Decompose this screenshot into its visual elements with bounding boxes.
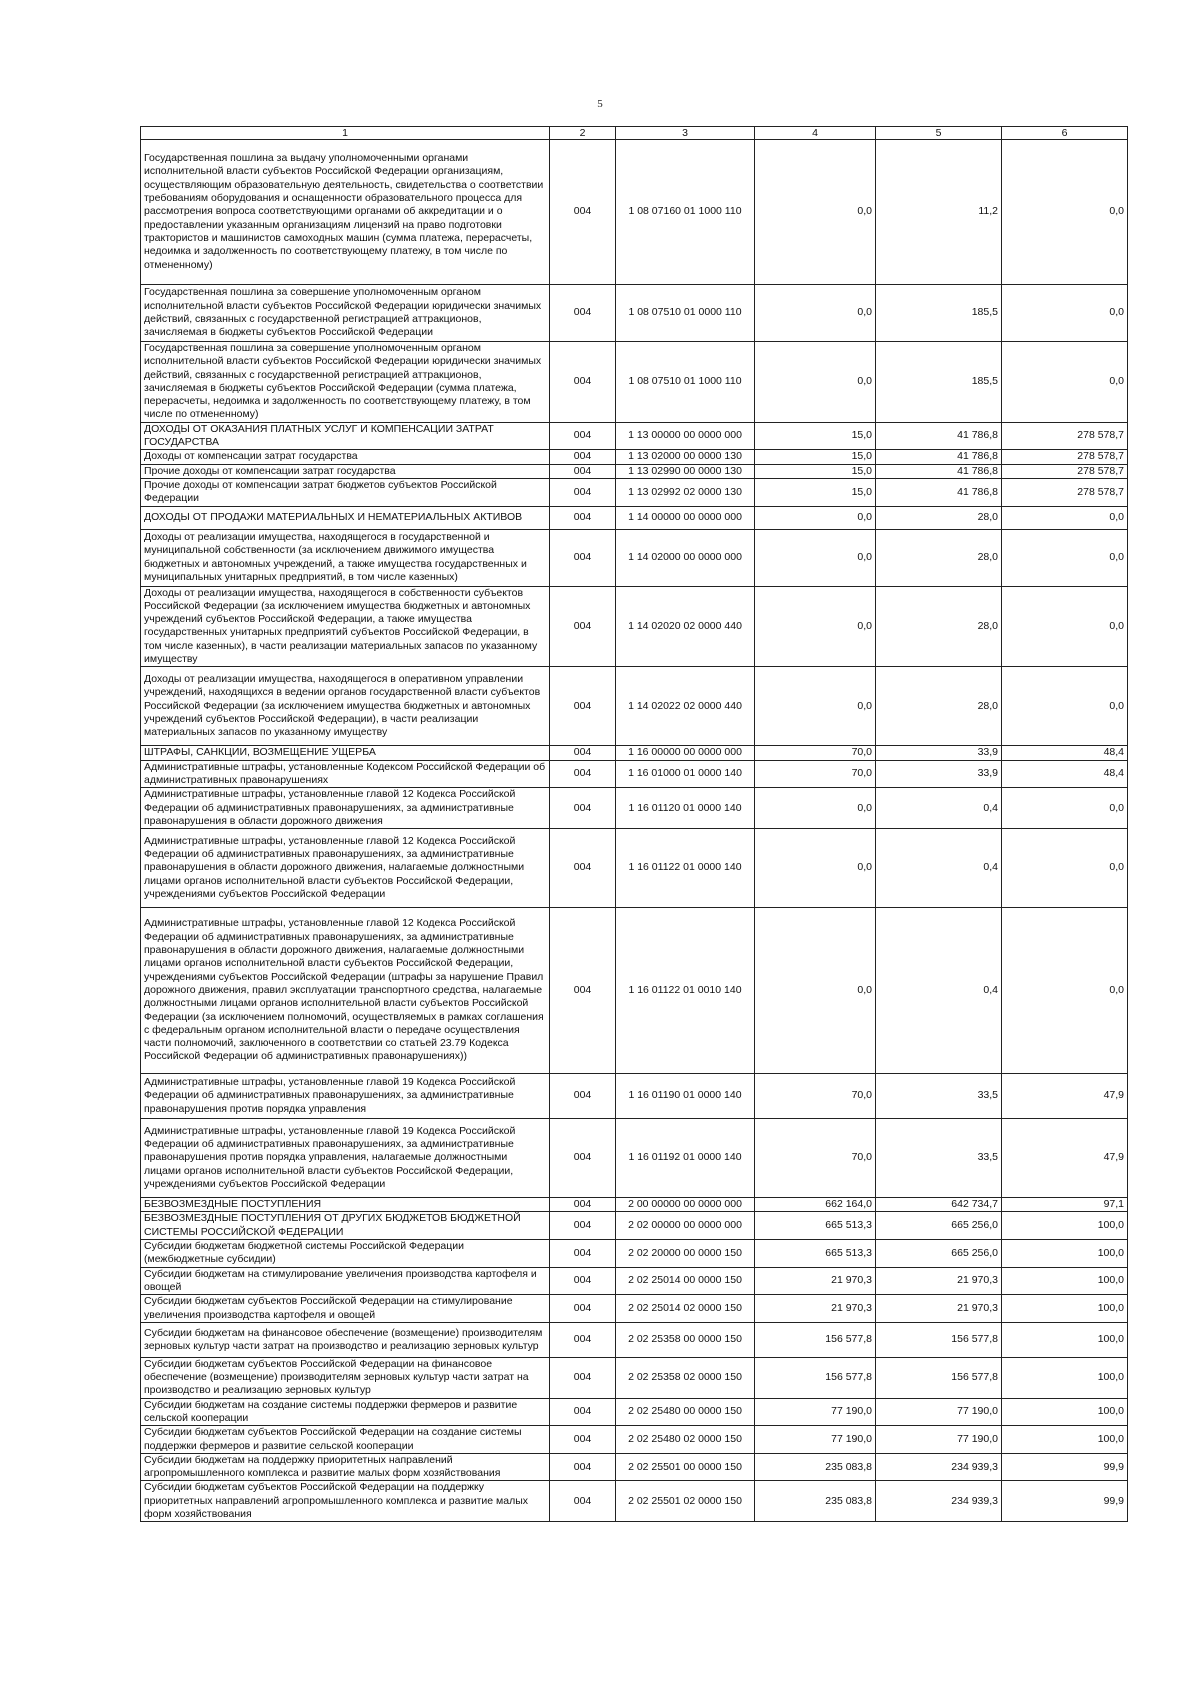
admin-code: 004 — [550, 342, 616, 423]
value-col-6: 100,0 — [1002, 1426, 1128, 1454]
admin-code: 004 — [550, 1198, 616, 1212]
budget-classification-code: 2 02 25480 00 0000 150 — [616, 1398, 755, 1426]
value-col-4: 0,0 — [755, 829, 876, 908]
value-col-5: 665 256,0 — [876, 1212, 1002, 1240]
budget-classification-code: 1 16 01000 01 0000 140 — [616, 760, 755, 788]
table-row — [141, 746, 1128, 760]
value-col-4: 21 970,3 — [755, 1267, 876, 1295]
table-row — [141, 1357, 1128, 1398]
row-description: ДОХОДЫ ОТ ПРОДАЖИ МАТЕРИАЛЬНЫХ И НЕМАТЕРИАЛЬНЫХ АКТИВОВ — [141, 506, 550, 529]
column-header: 6 — [1002, 127, 1128, 140]
budget-classification-code: 1 14 02000 00 0000 000 — [616, 529, 755, 586]
value-col-6: 100,0 — [1002, 1267, 1128, 1295]
row-description: БЕЗВОЗМЕЗДНЫЕ ПОСТУПЛЕНИЯ — [141, 1198, 550, 1212]
budget-classification-code: 1 14 02020 02 0000 440 — [616, 586, 755, 667]
value-col-4: 70,0 — [755, 746, 876, 760]
admin-code: 004 — [550, 1074, 616, 1119]
value-col-6: 278 578,7 — [1002, 478, 1128, 506]
row-description: Доходы от реализации имущества, находящегося в собственности субъектов Российской Федерации (за исключением имущества бюджетных и автономных учреждений субъектов Российской Федерации, а также имущества государственных унитарных предприятий субъектов Российской Федерации, в том числе казенных), в части реализации материальных запасов по указанному имуществу — [141, 586, 550, 667]
value-col-5: 0,4 — [876, 908, 1002, 1074]
column-header: 1 — [141, 127, 550, 140]
admin-code: 004 — [550, 1357, 616, 1398]
table-body — [141, 140, 1128, 1522]
value-col-5: 28,0 — [876, 529, 1002, 586]
value-col-4: 0,0 — [755, 586, 876, 667]
value-col-4: 15,0 — [755, 478, 876, 506]
budget-classification-code: 1 14 02022 02 0000 440 — [616, 667, 755, 746]
admin-code: 004 — [550, 1322, 616, 1357]
admin-code: 004 — [550, 829, 616, 908]
value-col-5: 33,5 — [876, 1119, 1002, 1198]
value-col-5: 33,9 — [876, 746, 1002, 760]
row-description: Административные штрафы, установленные главой 19 Кодекса Российской Федерации об административных правонарушениях, за административные правонарушения против порядка управления, налагаемые должностными лицами органов исполнительной власти субъектов Российской Федерации, учреждениями субъектов Российской Федерации — [141, 1119, 550, 1198]
value-col-6: 100,0 — [1002, 1295, 1128, 1323]
value-col-5: 41 786,8 — [876, 422, 1002, 450]
table-row — [141, 1074, 1128, 1119]
value-col-5: 642 734,7 — [876, 1198, 1002, 1212]
table-row — [141, 1481, 1128, 1522]
value-col-4: 156 577,8 — [755, 1357, 876, 1398]
table-row — [141, 1212, 1128, 1240]
value-col-6: 100,0 — [1002, 1398, 1128, 1426]
admin-code: 004 — [550, 1295, 616, 1323]
value-col-4: 0,0 — [755, 667, 876, 746]
budget-classification-code: 1 13 00000 00 0000 000 — [616, 422, 755, 450]
value-col-4: 0,0 — [755, 506, 876, 529]
admin-code: 004 — [550, 529, 616, 586]
value-col-6: 0,0 — [1002, 342, 1128, 423]
budget-classification-code: 1 16 00000 00 0000 000 — [616, 746, 755, 760]
admin-code: 004 — [550, 1398, 616, 1426]
row-description: Государственная пошлина за совершение уполномоченным органом исполнительной власти субъектов Российской Федерации юридически значимых действий, связанных с государственной регистрацией аттракционов, зачисляемая в бюджеты субъектов Российской Федерации (сумма платежа, перерасчеты, недоимка и задолженность по соответствующему платежу, в том числе по отмененному) — [141, 342, 550, 423]
table-row — [141, 829, 1128, 908]
value-col-4: 0,0 — [755, 529, 876, 586]
value-col-6: 48,4 — [1002, 760, 1128, 788]
table-row — [141, 506, 1128, 529]
admin-code: 004 — [550, 746, 616, 760]
value-col-5: 77 190,0 — [876, 1426, 1002, 1454]
row-description: Субсидии бюджетам субъектов Российской Федерации на финансовое обеспечение (возмещение) производителям зерновых культур части затрат на производство и реализацию зерновых культур — [141, 1357, 550, 1398]
row-description: Субсидии бюджетам на стимулирование увеличения производства картофеля и овощей — [141, 1267, 550, 1295]
value-col-5: 234 939,3 — [876, 1453, 1002, 1481]
value-col-4: 77 190,0 — [755, 1398, 876, 1426]
table-row — [141, 464, 1128, 478]
budget-classification-code: 2 02 25358 02 0000 150 — [616, 1357, 755, 1398]
value-col-4: 0,0 — [755, 140, 876, 285]
budget-classification-code: 2 02 25480 02 0000 150 — [616, 1426, 755, 1454]
row-description: БЕЗВОЗМЕЗДНЫЕ ПОСТУПЛЕНИЯ ОТ ДРУГИХ БЮДЖЕТОВ БЮДЖЕТНОЙ СИСТЕМЫ РОССИЙСКОЙ ФЕДЕРАЦИИ — [141, 1212, 550, 1240]
row-description: Субсидии бюджетам на поддержку приоритетных направлений агропромышленного комплекса и развитие малых форм хозяйствования — [141, 1453, 550, 1481]
value-col-4: 15,0 — [755, 422, 876, 450]
budget-classification-code: 2 02 20000 00 0000 150 — [616, 1240, 755, 1268]
value-col-4: 77 190,0 — [755, 1426, 876, 1454]
table-row — [141, 422, 1128, 450]
value-col-5: 156 577,8 — [876, 1357, 1002, 1398]
value-col-4: 0,0 — [755, 285, 876, 342]
value-col-4: 156 577,8 — [755, 1322, 876, 1357]
admin-code: 004 — [550, 908, 616, 1074]
table-header-row — [141, 127, 1128, 140]
column-header: 2 — [550, 127, 616, 140]
row-description: Субсидии бюджетам на создание системы поддержки фермеров и развитие сельской кооперации — [141, 1398, 550, 1426]
row-description: Административные штрафы, установленные главой 12 Кодекса Российской Федерации об административных правонарушениях, за административные правонарушения в области дорожного движения, налагаемые должностными лицами органов исполнительной власти субъектов Российской Федерации, учреждениями субъектов Российской Федерации (штрафы за нарушение Правил дорожного движения, правил эксплуатации транспортного средства, налагаемые должностными лицами органов исполнительной власти субъектов Российской Федерации (за исключением полномочий, осуществляемых в рамках соглашения с федеральным органом исполнительной власти о передаче осуществления части полномочий, заключенного в соответствии со статьей 23.79 Кодекса Российской Федерации об административных правонарушениях)) — [141, 908, 550, 1074]
budget-classification-code: 2 00 00000 00 0000 000 — [616, 1198, 755, 1212]
value-col-6: 0,0 — [1002, 586, 1128, 667]
value-col-6: 278 578,7 — [1002, 464, 1128, 478]
value-col-5: 33,5 — [876, 1074, 1002, 1119]
value-col-6: 278 578,7 — [1002, 450, 1128, 464]
row-description: Государственная пошлина за совершение уполномоченным органом исполнительной власти субъектов Российской Федерации юридически значимых действий, связанных с государственной регистрацией аттракционов, зачисляемая в бюджеты субъектов Российской Федерации — [141, 285, 550, 342]
admin-code: 004 — [550, 1240, 616, 1268]
value-col-5: 0,4 — [876, 788, 1002, 829]
row-description: Субсидии бюджетам субъектов Российской Федерации на создание системы поддержки фермеров и развитие сельской кооперации — [141, 1426, 550, 1454]
row-description: Административные штрафы, установленные главой 12 Кодекса Российской Федерации об административных правонарушениях, за административные правонарушения в области дорожного движения — [141, 788, 550, 829]
admin-code: 004 — [550, 1426, 616, 1454]
table-row — [141, 1426, 1128, 1454]
value-col-6: 0,0 — [1002, 667, 1128, 746]
value-col-6: 0,0 — [1002, 788, 1128, 829]
value-col-6: 0,0 — [1002, 529, 1128, 586]
admin-code: 004 — [550, 760, 616, 788]
value-col-4: 21 970,3 — [755, 1295, 876, 1323]
table-row — [141, 529, 1128, 586]
admin-code: 004 — [550, 285, 616, 342]
table-row — [141, 1453, 1128, 1481]
admin-code: 004 — [550, 1453, 616, 1481]
value-col-4: 0,0 — [755, 908, 876, 1074]
budget-classification-code: 1 16 01190 01 0000 140 — [616, 1074, 755, 1119]
value-col-6: 0,0 — [1002, 140, 1128, 285]
admin-code: 004 — [550, 422, 616, 450]
value-col-6: 278 578,7 — [1002, 422, 1128, 450]
row-description: ШТРАФЫ, САНКЦИИ, ВОЗМЕЩЕНИЕ УЩЕРБА — [141, 746, 550, 760]
value-col-4: 662 164,0 — [755, 1198, 876, 1212]
value-col-5: 28,0 — [876, 586, 1002, 667]
row-description: Доходы от реализации имущества, находящегося в оперативном управлении учреждений, находящихся в ведении органов государственной власти субъектов Российской Федерации (за исключением имущества бюджетных и автономных учреждений субъектов Российской Федерации), в части реализации материальных запасов по указанному имуществу — [141, 667, 550, 746]
table-row — [141, 1295, 1128, 1323]
admin-code: 004 — [550, 1119, 616, 1198]
row-description: Субсидии бюджетам бюджетной системы Российской Федерации (межбюджетные субсидии) — [141, 1240, 550, 1268]
admin-code: 004 — [550, 464, 616, 478]
table-row — [141, 285, 1128, 342]
value-col-4: 70,0 — [755, 1074, 876, 1119]
table-row — [141, 1119, 1128, 1198]
value-col-5: 33,9 — [876, 760, 1002, 788]
admin-code: 004 — [550, 140, 616, 285]
value-col-5: 185,5 — [876, 285, 1002, 342]
budget-classification-code: 2 02 25501 02 0000 150 — [616, 1481, 755, 1522]
budget-classification-code: 1 08 07510 01 1000 110 — [616, 342, 755, 423]
row-description: Административные штрафы, установленные главой 12 Кодекса Российской Федерации об административных правонарушениях, за административные правонарушения в области дорожного движения, налагаемые должностными лицами органов исполнительной власти субъектов Российской Федерации, учреждениями субъектов Российской Федерации — [141, 829, 550, 908]
value-col-5: 185,5 — [876, 342, 1002, 423]
value-col-5: 41 786,8 — [876, 464, 1002, 478]
row-description: Доходы от компенсации затрат государства — [141, 450, 550, 464]
value-col-5: 41 786,8 — [876, 478, 1002, 506]
admin-code: 004 — [550, 506, 616, 529]
budget-classification-code: 1 16 01122 01 0010 140 — [616, 908, 755, 1074]
value-col-4: 70,0 — [755, 760, 876, 788]
table-row — [141, 450, 1128, 464]
value-col-6: 100,0 — [1002, 1240, 1128, 1268]
budget-classification-code: 1 08 07160 01 1000 110 — [616, 140, 755, 285]
table-row — [141, 788, 1128, 829]
budget-classification-code: 1 16 01192 01 0000 140 — [616, 1119, 755, 1198]
value-col-4: 235 083,8 — [755, 1453, 876, 1481]
value-col-6: 0,0 — [1002, 829, 1128, 908]
value-col-4: 665 513,3 — [755, 1212, 876, 1240]
admin-code: 004 — [550, 586, 616, 667]
value-col-5: 21 970,3 — [876, 1267, 1002, 1295]
value-col-5: 28,0 — [876, 506, 1002, 529]
value-col-6: 47,9 — [1002, 1119, 1128, 1198]
value-col-6: 100,0 — [1002, 1357, 1128, 1398]
row-description: Административные штрафы, установленные главой 19 Кодекса Российской Федерации об административных правонарушениях, за административные правонарушения против порядка управления — [141, 1074, 550, 1119]
value-col-5: 11,2 — [876, 140, 1002, 285]
value-col-4: 235 083,8 — [755, 1481, 876, 1522]
value-col-5: 41 786,8 — [876, 450, 1002, 464]
admin-code: 004 — [550, 450, 616, 464]
budget-classification-code: 1 13 02000 00 0000 130 — [616, 450, 755, 464]
value-col-4: 15,0 — [755, 464, 876, 478]
value-col-4: 0,0 — [755, 788, 876, 829]
budget-classification-code: 1 14 00000 00 0000 000 — [616, 506, 755, 529]
budget-classification-code: 1 13 02990 00 0000 130 — [616, 464, 755, 478]
value-col-6: 0,0 — [1002, 908, 1128, 1074]
budget-classification-code: 1 08 07510 01 0000 110 — [616, 285, 755, 342]
table-row — [141, 667, 1128, 746]
column-header: 5 — [876, 127, 1002, 140]
table-row — [141, 140, 1128, 285]
row-description: Доходы от реализации имущества, находящегося в государственной и муниципальной собственности (за исключением движимого имущества бюджетных и автономных учреждений, а также имущества государственных и муниципальных унитарных предприятий, в том числе казенных) — [141, 529, 550, 586]
admin-code: 004 — [550, 788, 616, 829]
admin-code: 004 — [550, 478, 616, 506]
budget-classification-code: 2 02 25358 00 0000 150 — [616, 1322, 755, 1357]
value-col-6: 0,0 — [1002, 285, 1128, 342]
admin-code: 004 — [550, 1481, 616, 1522]
row-description: Прочие доходы от компенсации затрат бюджетов субъектов Российской Федерации — [141, 478, 550, 506]
value-col-4: 15,0 — [755, 450, 876, 464]
row-description: Субсидии бюджетам на финансовое обеспечение (возмещение) производителям зерновых культур части затрат на производство и реализацию зерновых культур — [141, 1322, 550, 1357]
value-col-5: 0,4 — [876, 829, 1002, 908]
column-header: 4 — [755, 127, 876, 140]
admin-code: 004 — [550, 1267, 616, 1295]
value-col-6: 99,9 — [1002, 1453, 1128, 1481]
budget-classification-code: 2 02 25501 00 0000 150 — [616, 1453, 755, 1481]
row-description: Субсидии бюджетам субъектов Российской Федерации на стимулирование увеличения производства картофеля и овощей — [141, 1295, 550, 1323]
budget-classification-code: 1 16 01122 01 0000 140 — [616, 829, 755, 908]
value-col-6: 0,0 — [1002, 506, 1128, 529]
value-col-5: 28,0 — [876, 667, 1002, 746]
budget-classification-code: 2 02 25014 02 0000 150 — [616, 1295, 755, 1323]
value-col-4: 0,0 — [755, 342, 876, 423]
column-header: 3 — [616, 127, 755, 140]
table-row — [141, 1240, 1128, 1268]
page-number: 5 — [597, 98, 603, 110]
value-col-5: 234 939,3 — [876, 1481, 1002, 1522]
row-description: Прочие доходы от компенсации затрат государства — [141, 464, 550, 478]
value-col-6: 100,0 — [1002, 1212, 1128, 1240]
budget-classification-code: 2 02 00000 00 0000 000 — [616, 1212, 755, 1240]
table-row — [141, 1198, 1128, 1212]
budget-classification-code: 2 02 25014 00 0000 150 — [616, 1267, 755, 1295]
admin-code: 004 — [550, 1212, 616, 1240]
row-description: Государственная пошлина за выдачу уполномоченными органами исполнительной власти субъектов Российской Федерации организациям, осуществляющим образовательную деятельность, свидетельства о соответствии требованиям оборудования и оснащенности образовательного процесса для рассмотрения вопроса соответствующими органами об аккредитации и о предоставлении указанным организациям лицензий на право подготовки трактористов и машинистов самоходных машин (сумма платежа, перерасчеты, недоимка и задолженность по соответствующему платежу, в том числе по отмененному) — [141, 140, 550, 285]
value-col-5: 156 577,8 — [876, 1322, 1002, 1357]
table-row — [141, 1322, 1128, 1357]
budget-classification-code: 1 16 01120 01 0000 140 — [616, 788, 755, 829]
table-row — [141, 1267, 1128, 1295]
table-row — [141, 760, 1128, 788]
budget-classification-code: 1 13 02992 02 0000 130 — [616, 478, 755, 506]
admin-code: 004 — [550, 667, 616, 746]
value-col-5: 77 190,0 — [876, 1398, 1002, 1426]
value-col-6: 48,4 — [1002, 746, 1128, 760]
value-col-5: 665 256,0 — [876, 1240, 1002, 1268]
table-row — [141, 1398, 1128, 1426]
value-col-6: 100,0 — [1002, 1322, 1128, 1357]
row-description: Административные штрафы, установленные Кодексом Российской Федерации об административных правонарушениях — [141, 760, 550, 788]
value-col-4: 70,0 — [755, 1119, 876, 1198]
value-col-6: 97,1 — [1002, 1198, 1128, 1212]
value-col-6: 99,9 — [1002, 1481, 1128, 1522]
value-col-5: 21 970,3 — [876, 1295, 1002, 1323]
table-row — [141, 342, 1128, 423]
table-row — [141, 478, 1128, 506]
table-row — [141, 586, 1128, 667]
table-row — [141, 908, 1128, 1074]
revenue-table — [140, 126, 1128, 1522]
value-col-6: 47,9 — [1002, 1074, 1128, 1119]
row-description: ДОХОДЫ ОТ ОКАЗАНИЯ ПЛАТНЫХ УСЛУГ И КОМПЕНСАЦИИ ЗАТРАТ ГОСУДАРСТВА — [141, 422, 550, 450]
value-col-4: 665 513,3 — [755, 1240, 876, 1268]
row-description: Субсидии бюджетам субъектов Российской Федерации на поддержку приоритетных направлений агропромышленного комплекса и развитие малых форм хозяйствования — [141, 1481, 550, 1522]
